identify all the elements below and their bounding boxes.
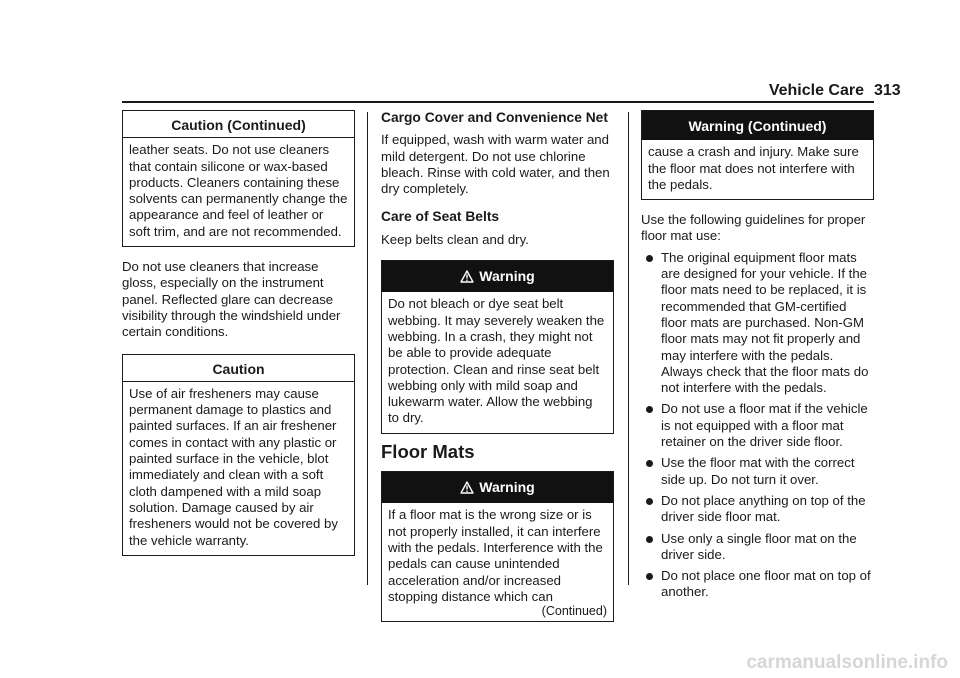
- warning-floor-box: [381, 471, 614, 622]
- watermark: carmanualsonline.info: [746, 652, 948, 673]
- list-item: Use only a single floor mat on the driver side.: [641, 531, 874, 564]
- warning-belts-box: [381, 260, 614, 434]
- caution-box: [122, 354, 355, 556]
- list-item: Do not place anything on top of the driver side floor mat.: [641, 493, 874, 526]
- column-3: [641, 110, 874, 606]
- list-item: Do not use a floor mat if the vehicle is not equipped with a floor mat retainer on the driver side floor.: [641, 401, 874, 450]
- floor-mats-heading: Floor Mats: [381, 440, 475, 462]
- list-item: Use the floor mat with the correct side up. Do not turn it over.: [641, 455, 874, 488]
- list-item: The original equipment floor mats are designed for your vehicle. If the floor mats need to be replaced, it is recommended that GM-certified floor mats are purchased. Non-GM floor mats may not fit properly and may interfere with the pedals. Always check that the floor mats do not interfere with the pedals.: [641, 250, 874, 397]
- column-divider: [628, 112, 629, 585]
- cargo-text: If equipped, wash with warm water and mild detergent. Do not use chlorine bleach. Rinse with cold water, and then dry completely.: [381, 132, 610, 197]
- column-divider: [367, 112, 368, 585]
- warning-belts-header: [382, 261, 613, 292]
- caution-continued-box: [122, 110, 355, 247]
- guidelines-intro: Use the following guidelines for proper floor mat use:: [641, 212, 866, 244]
- guidelines-list: [641, 250, 874, 601]
- gloss-paragraph: Do not use cleaners that increase gloss, especially on the instrument panel. Reflected glare can decrease visibility through the windshield under certain conditions.: [122, 259, 341, 340]
- caution-text: Use of air fresheners may cause permanent damage to plastics and painted surfaces. If an air freshener comes in contact with any plastic or painted surface in the vehicle, blot immediately and clean with a soft cloth dampened with a mild soap solution. Damage caused by air fresheners would not be covered by the vehicle warranty.: [129, 385, 338, 548]
- warning-continued-text: cause a crash and injury. Make sure the floor mat does not interfere with the pedals.: [648, 144, 859, 192]
- section-title: Vehicle Care: [768, 82, 864, 99]
- column-1: [122, 110, 355, 556]
- warning-floor-title: Warning: [479, 479, 535, 496]
- seat-belts-heading: Care of Seat Belts: [381, 209, 500, 225]
- warning-floor-text: If a floor mat is the wrong size or is not properly installed, it can interfere with the pedals. Interference with the pedals can cause unintended acceleration and/or increased stopping distance which can: [388, 507, 603, 604]
- column-2: [381, 110, 614, 622]
- caution-continued-title: Caution (Continued): [123, 111, 354, 138]
- continued-label: (Continued): [541, 604, 607, 619]
- seat-belts-text: Keep belts clean and dry.: [381, 231, 529, 247]
- page-number: 313: [874, 82, 901, 99]
- warning-triangle-icon: [460, 481, 474, 497]
- caution-continued-text: leather seats. Do not use cleaners that contain silicone or wax-based products. Cleaners containing these solvents can permanently change the appearance and feel of leather or soft trim, and are not recommended.: [129, 142, 348, 239]
- cargo-heading: Cargo Cover and Convenience Net: [381, 110, 608, 125]
- warning-continued-box: [641, 110, 874, 200]
- warning-floor-header: [382, 472, 613, 503]
- page-header: [0, 0, 960, 110]
- list-item: Do not place one floor mat on top of another.: [641, 568, 874, 601]
- caution-title: Caution: [123, 355, 354, 382]
- warning-continued-title: Warning (Continued): [642, 111, 873, 140]
- warning-triangle-icon: [460, 270, 474, 286]
- header-rule: [122, 101, 874, 103]
- warning-belts-title: Warning: [479, 268, 535, 285]
- warning-belts-text: Do not bleach or dye seat belt webbing. It may severely weaken the webbing. In a crash, they might not be able to provide adequate protection. Clean and rinse seat belt webbing only with mild soap and lukewarm water. Allow the webbing to dry.: [388, 296, 605, 426]
